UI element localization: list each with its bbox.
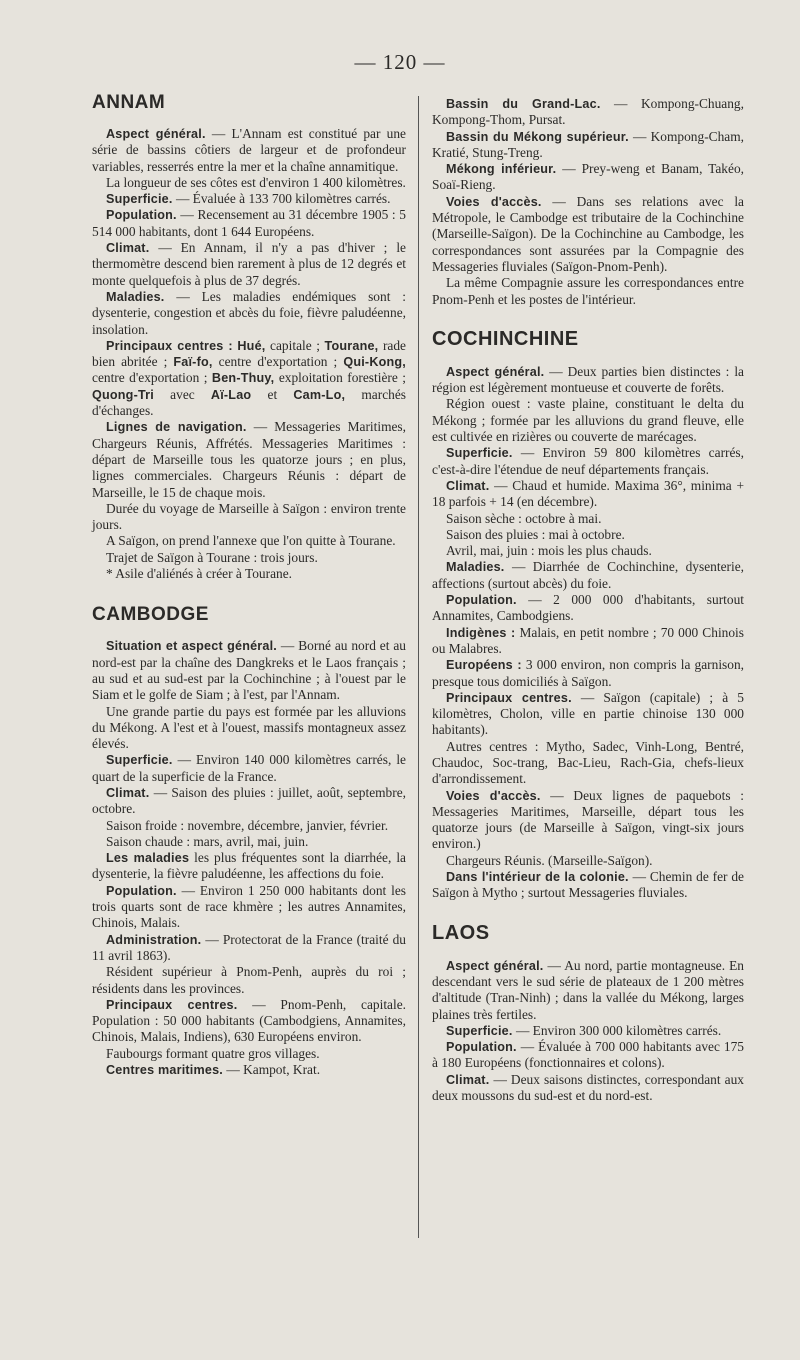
- paragraph: Climat. — En Annam, il n'y a pas d'hiver ; le thermomètre descend bien rarement à plus de 12 degrés et monte quelquefois à plus de 37 degrés.: [92, 240, 406, 288]
- left-column: [92, 92, 406, 1078]
- paragraph: Une grande partie du pays est formée par les alluvions du Mékong. A l'est et à l'ouest, massifs montagneux assez élevés.: [92, 703, 406, 752]
- paragraph: La longueur de ses côtes est d'environ 1 400 kilomètres.: [106, 174, 406, 190]
- paragraph: Voies d'accès. — Deux lignes de paquebots : Messageries Maritimes, Marseille, départ tous les quatorze jours (de Marseille à Saïgon, vingt-six jours environ.): [432, 787, 745, 852]
- paragraph: Chargeurs Réunis. (Marseille-Saïgon).: [446, 852, 653, 868]
- paragraph: Européens : 3 000 environ, non compris la garnison, presque tous domiciliés à Saïgon.: [432, 657, 744, 689]
- paragraph: Aspect général. — Au nord, partie montagneuse. En descendant vers le sud série de plateaux de 1 200 mètres d'altitude (Tran-Ninh) ; dans la vallée du Mékong, larges plaines très fertiles.: [432, 957, 744, 1022]
- paragraph: Situation et aspect général. — Borné au nord et au nord-est par la chaîne des Dangkreks et le Laos français ; au sud et au sud-est par la Cochinchine ; à l'ouest par le Siam et le golfe de Siam ; à l'est, par l'Annam.: [92, 638, 406, 703]
- paragraph: * Asile d'aliénés à créer à Tourane.: [106, 566, 293, 582]
- paragraph: Climat. — Saison des pluies : juillet, août, septembre, octobre.: [92, 784, 406, 817]
- paragraph: Centres maritimes. — Kampot, Krat.: [106, 1062, 321, 1078]
- section-spacer: [432, 308, 744, 328]
- paragraph: Autres centres : Mytho, Sadec, Vinh-Long, Bentré, Chaudoc, Soc-trang, Bac-Lieu, Rach-Gia, chefs-lieux d'arrondissement.: [432, 738, 744, 787]
- paragraph: Bassin du Mékong supérieur. — Kompong-Cham, Kratié, Stung-Treng.: [432, 128, 744, 160]
- paragraph: Climat. — Deux saisons distinctes, correspondant aux deux moussons du sud-est et du nord-est.: [432, 1071, 744, 1104]
- paragraph: Superficie. — Environ 140 000 kilomètres carrés, le quart de la superficie de la France.: [92, 752, 406, 784]
- paragraph: Superficie. — Environ 59 800 kilomètres carrés, c'est-à-dire l'étendue de neuf départements français.: [432, 445, 744, 477]
- section-title-cambodge: CAMBODGE: [92, 604, 209, 626]
- paragraph: Administration. — Protectorat de la France (traité du 11 avril 1863).: [92, 931, 406, 963]
- section-spacer: [92, 582, 406, 604]
- paragraph: Principaux centres : Hué, capitale ; Tourane, rade bien abritée ; Faï-fo, centre d'exportation ; Qui-Kong, centre d'exportation ; Ben-Thuy, exploitation forestière ; Quong-Tri avec Aï-Lao et Cam-Lo, marchés d'échanges.: [92, 337, 406, 419]
- paragraph: Voies d'accès. — Dans ses relations avec la Métropole, le Cambodge est tributaire de la Cochinchine (Marseille-Saïgon). De la Cochinchine au Cambodge, les correspondances sont assurées par la Compagnie des Messageries fluviales (Saïgon-Pnom-Penh).: [432, 193, 744, 274]
- paragraph: Saison sèche : octobre à mai.: [446, 510, 602, 526]
- paragraph: Principaux centres. — Saïgon (capitale) ; à 5 kilomètres, Cholon, ville en partie chinoise 130 000 habitants).: [432, 689, 744, 738]
- paragraph: Climat. — Chaud et humide. Maxima 36°, minima + 18 parfois + 14 (en décembre).: [432, 477, 744, 510]
- paragraph: Mékong inférieur. — Prey-weng et Banam, Takéo, Soaï-Rieng.: [432, 161, 744, 193]
- paragraph: Lignes de navigation. — Messageries Maritimes, Chargeurs Réunis, Affrétés. Messageries Maritimes : départ de Marseille tous les quatorze jours ; en plus, lignes commerciales. Chargeurs Réunis : départ de Marseille, le 15 de chaque mois.: [92, 419, 406, 500]
- paragraph: Population. — Environ 1 250 000 habitants dont les trois quarts sont de race khmère ; les autres Annamites, Chinois, Malais.: [92, 882, 406, 931]
- paragraph: Population. — 2 000 000 d'habitants, surtout Annamites, Cambodgiens.: [432, 592, 744, 624]
- section-title-laos: LAOS: [432, 921, 490, 944]
- paragraph: Aspect général. — L'Annam est constitué par une série de bassins côtiers de largeur et de profondeur variables, resserrés entre la mer et la chaîne annamitique.: [92, 126, 406, 174]
- paragraph: Bassin du Grand-Lac. — Kompong-Chuang, Kompong-Thom, Pursat.: [432, 96, 744, 128]
- paragraph: Saison chaude : mars, avril, mai, juin.: [106, 833, 309, 849]
- paragraph: Résident supérieur à Pnom-Penh, auprès du roi ; résidents dans les provinces.: [92, 964, 406, 996]
- paragraph: Population. — Évaluée à 700 000 habitants avec 175 à 180 Européens (fonctionnaires et colons).: [432, 1039, 744, 1071]
- paragraph: Principaux centres. — Pnom-Penh, capitale. Population : 50 000 habitants (Cambodgiens, Annamites, Chinois, Malais, Indiens), 630 Européens environ.: [92, 996, 406, 1045]
- paragraph: Avril, mai, juin : mois les plus chauds.: [446, 543, 652, 559]
- paragraph: Durée du voyage de Marseille à Saïgon : environ trente jours.: [92, 500, 406, 533]
- paragraph: Indigènes : Malais, en petit nombre ; 70 000 Chinois ou Malabres.: [432, 624, 744, 656]
- paragraph: Faubourgs formant quatre gros villages.: [106, 1045, 320, 1061]
- paragraph: Saison froide : novembre, décembre, janvier, février.: [106, 817, 389, 833]
- right-column: [432, 96, 744, 1104]
- paragraph: Trajet de Saïgon à Tourane : trois jours.: [106, 549, 318, 565]
- section-title-cochinchine: COCHINCHINE: [432, 327, 579, 350]
- paragraph: Population. — Recensement au 31 décembre 1905 : 5 514 000 habitants, dont 1 644 Européens.: [92, 207, 406, 239]
- paragraph: La même Compagnie assure les correspondances entre Pnom-Penh et les postes de l'intérieur.: [432, 275, 744, 307]
- paragraph: Aspect général. — Deux parties bien distinctes : la région est légèrement montueuse et couverte de forêts.: [432, 363, 744, 396]
- paragraph: Les maladies les plus fréquentes sont la diarrhée, la dysenterie, la fièvre paludéenne, les affections du foie.: [92, 850, 406, 882]
- page-number: — 120 —: [354, 50, 446, 74]
- paragraph: Superficie. — Évaluée à 133 700 kilomètres carrés.: [106, 191, 391, 207]
- paragraph: Région ouest : vaste plaine, constituant le delta du Mékong ; formée par les alluvions du grand fleuve, elle est cultivée en rizières ou couverte de marécages.: [432, 396, 744, 445]
- paragraph: Saison des pluies : mai à octobre.: [446, 526, 625, 542]
- section-spacer: [432, 902, 744, 922]
- paragraph: A Saïgon, on prend l'annexe que l'on quitte à Tourane.: [106, 533, 396, 549]
- paragraph: Dans l'intérieur de la colonie. — Chemin de fer de Saïgon à Mytho ; surtout Messageries fluviales.: [432, 869, 744, 901]
- paragraph: Maladies. — Diarrhée de Cochinchine, dysenterie, affections (surtout abcès) du foie.: [432, 559, 744, 591]
- paragraph: Maladies. — Les maladies endémiques sont : dysenterie, congestion et abcès du foie, fièvre paludéenne, insolation.: [92, 288, 406, 337]
- column-divider: [418, 96, 419, 1238]
- paragraph: Superficie. — Environ 300 000 kilomètres carrés.: [446, 1022, 722, 1038]
- section-title-annam: ANNAM: [92, 92, 166, 113]
